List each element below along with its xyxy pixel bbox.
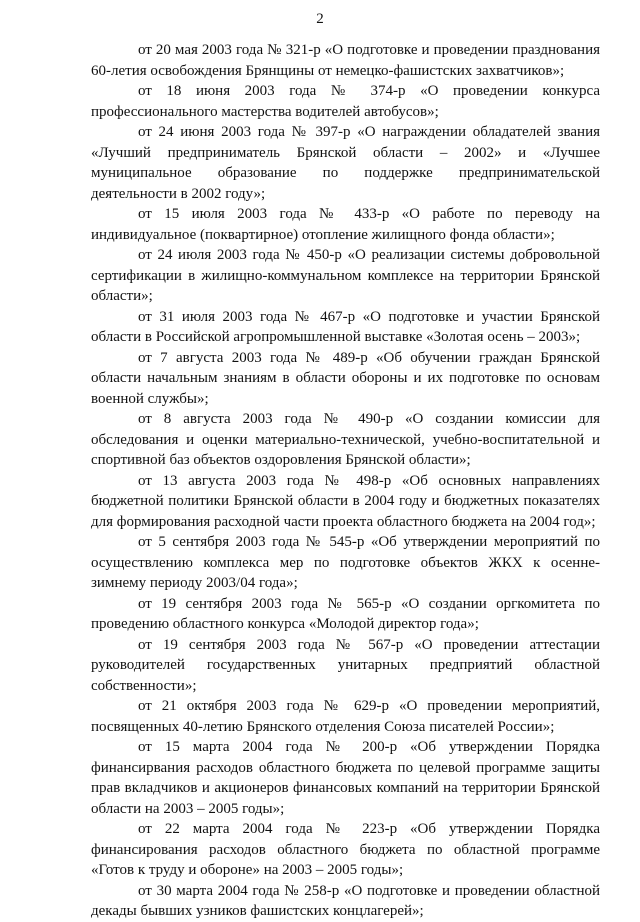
list-item: от 15 марта 2004 года № 200-р «Об утверждении Порядка финансирвания расходов областного бюджета по целевой программе защиты прав вкладчиков и акционеров финансовых компаний на территории Брянской области на 2003 – 2005 годы»; [91,739,600,817]
list-item: от 24 июля 2003 года № 450-р «О реализации системы добровольной сертификации в жилищно-коммунальном комплексе на территории Брянской области»; [91,247,600,304]
list-item: от 24 июня 2003 года № 397-р «О награждении обладателей звания «Лучший предприниматель Брянской области – 2002» и «Лучшее муниципальное образование по поддержке предпринимательской деятельности в 2002 году»; [91,124,600,202]
list-item: от 7 августа 2003 года № 489-р «Об обучении граждан Брянской области начальным знаниям в области обороны и их подготовке по основам военной службы»; [91,349,600,407]
document-body [91,40,600,922]
page-number: 2 [316,11,324,27]
list-item: от 22 марта 2004 года № 223-р «Об утверждении Порядка финансирования расходов областного бюджета по областной программе «Готов к труду и обороне» на 2003 – 2005 годы»; [91,821,600,878]
list-item: от 5 сентября 2003 года № 545-р «Об утверждении мероприятий по осуществлению комплекса мер по подготовке объектов ЖКХ к осенне-зимнему периоду 2003/04 года»; [91,534,600,591]
list-item: от 20 мая 2003 года № 321-р «О подготовке и проведении празднования 60-летия освобождения Брянщины от немецко-фашистских захватчиков»; [91,42,600,79]
list-item: от 31 июля 2003 года № 467-р «О подготовке и участии Брянской области в Российской агропромышленной выставке «Золотая осень – 2003»; [91,308,600,345]
list-item: от 15 июля 2003 года № 433-р «О работе по переводу на индивидуальное (поквартирное) отопление жилищного фонда области»; [91,206,600,243]
list-item: от 19 сентября 2003 года № 565-р «О создании оргкомитета по проведению областного конкурса «Молодой директор года»; [91,595,600,632]
list-item: от 18 июня 2003 года № 374-р «О проведении конкурса профессионального мастерства водителей автобусов»; [91,83,600,120]
list-item: от 30 марта 2004 года № 258-р «О подготовке и проведении областной декады бывших узников фашистских концлагерей»; [91,882,600,919]
list-item: от 13 августа 2003 года № 498-р «Об основных направлениях бюджетной политики Брянской области в 2004 году и бюджетных показателях для формирования расходной части проекта областного бюджета на 2004 год»; [91,472,600,530]
list-item: от 21 октября 2003 года № 629-р «О проведении мероприятий, посвященных 40-летию Брянского отделения Союза писателей России»; [91,698,600,735]
list-item: от 19 сентября 2003 года № 567-р «О проведении аттестации руководителей государственных унитарных предприятий областной собственности»; [91,636,600,694]
list-item: от 8 августа 2003 года № 490-р «О создании комиссии для обследования и оценки материально-технической, учебно-воспитательной и спортивной баз объектов оздоровления Брянской области»; [91,411,600,468]
